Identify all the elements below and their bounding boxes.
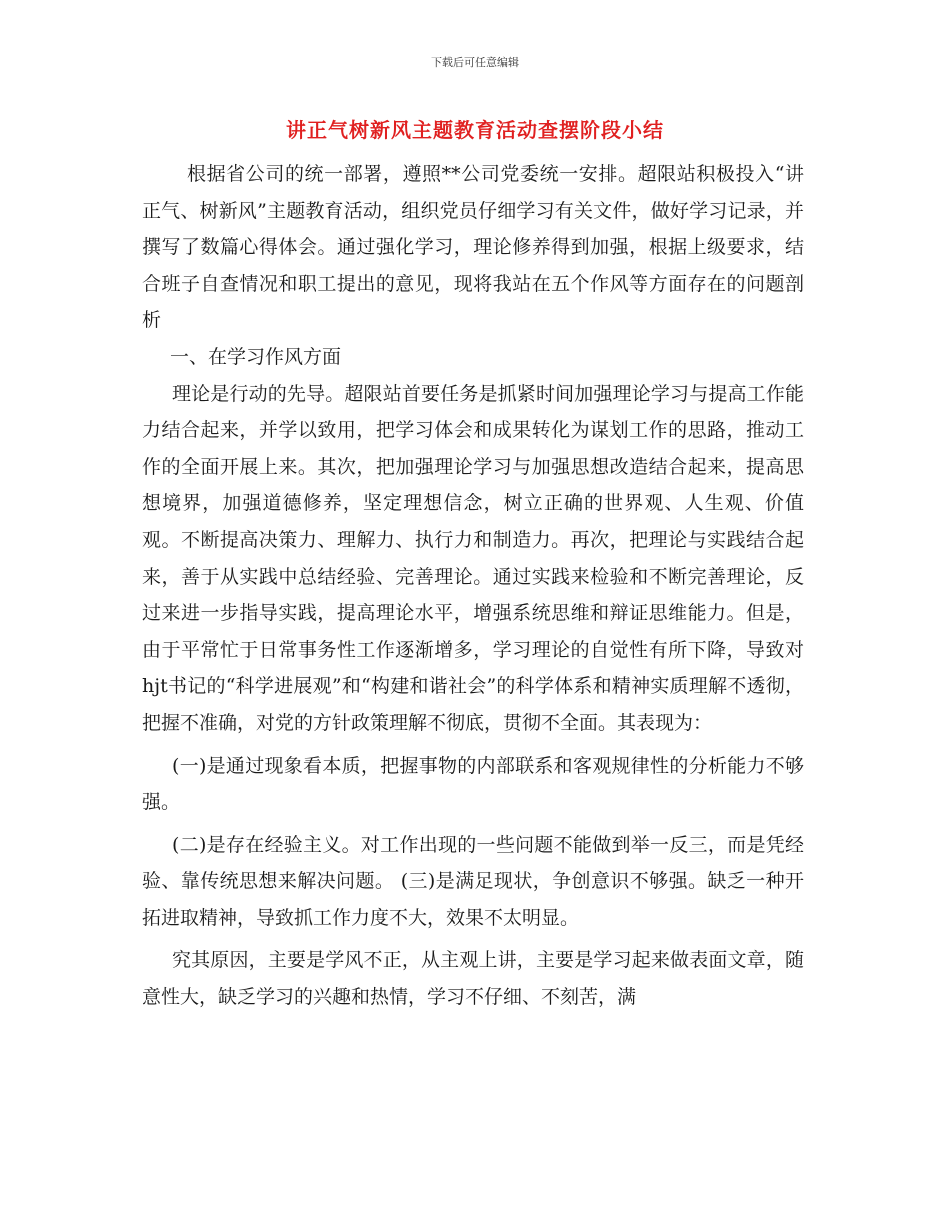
document-title: 讲正气树新风主题教育活动查摆阶段小结 <box>286 118 664 142</box>
paragraph-causes: 究其原因，主要是学风不正，从主观上讲，主要是学习起来做表面文章，随意性大，缺乏学习的兴趣和热情，学习不仔细、不刻苦，满 <box>142 949 804 1009</box>
paragraph-study-style: 理论是行动的先导。超限站首要任务是抓紧时间加强理论学习与提高工作能力结合起来，并学以致用，把学习体会和成果转化为谋划工作的思路，推动工作的全面开展上来。其次，把加强理论学习与加强思想改造结合起来，提高思想境界，加强道德修养，坚定理想信念，树立正确的世界观、人生观、价值观。不断提高决策力、理解力、执行力和制造力。再次，把理论与实践结合起来，善于从实践中总结经验、完善理论。通过实践来检验和不断完善理论，反过来进一步指导实践，提高理论水平，增强系统思维和辩证思维能力。但是，由于平常忙于日常事务性工作逐渐增多，学习理论的自觉性有所下降，导致对hjt书记的“科学进展观”和“构建和谐社会”的科学体系和精神实质理解不透彻，把握不准确，对党的方针政策理解不彻底，贯彻不全面。其表现为： <box>142 382 804 734</box>
paragraph-item-1: (一)是通过现象看本质，把握事物的内部联系和客观规律性的分析能力不够强。 <box>142 754 804 814</box>
paragraph-intro: 根据省公司的统一部署，遵照**公司党委统一安排。超限站积极投入“讲正气、树新风”主题教育活动，组织党员仔细学习有关文件，做好学习记录，并撰写了数篇心得体会。通过强化学习，理论修养得到加强，根据上级要求，结合班子自查情况和职工提出的意见，现将我站在五个作风等方面存在的问题剖析 <box>142 163 804 332</box>
paragraph-item-2-3: (二)是存在经验主义。对工作出现的一些问题不能做到举一反三，而是凭经验、靠传统思想来解决问题。 (三)是满足现状，争创意识不够强。缺乏一种开拓进取精神，导致抓工作力度不大，效果不太明显。 <box>142 833 804 929</box>
document-body <box>142 156 804 1016</box>
section-heading: 一、在学习作风方面 <box>170 345 342 368</box>
header-note: 下载后可任意编辑 <box>431 56 519 69</box>
